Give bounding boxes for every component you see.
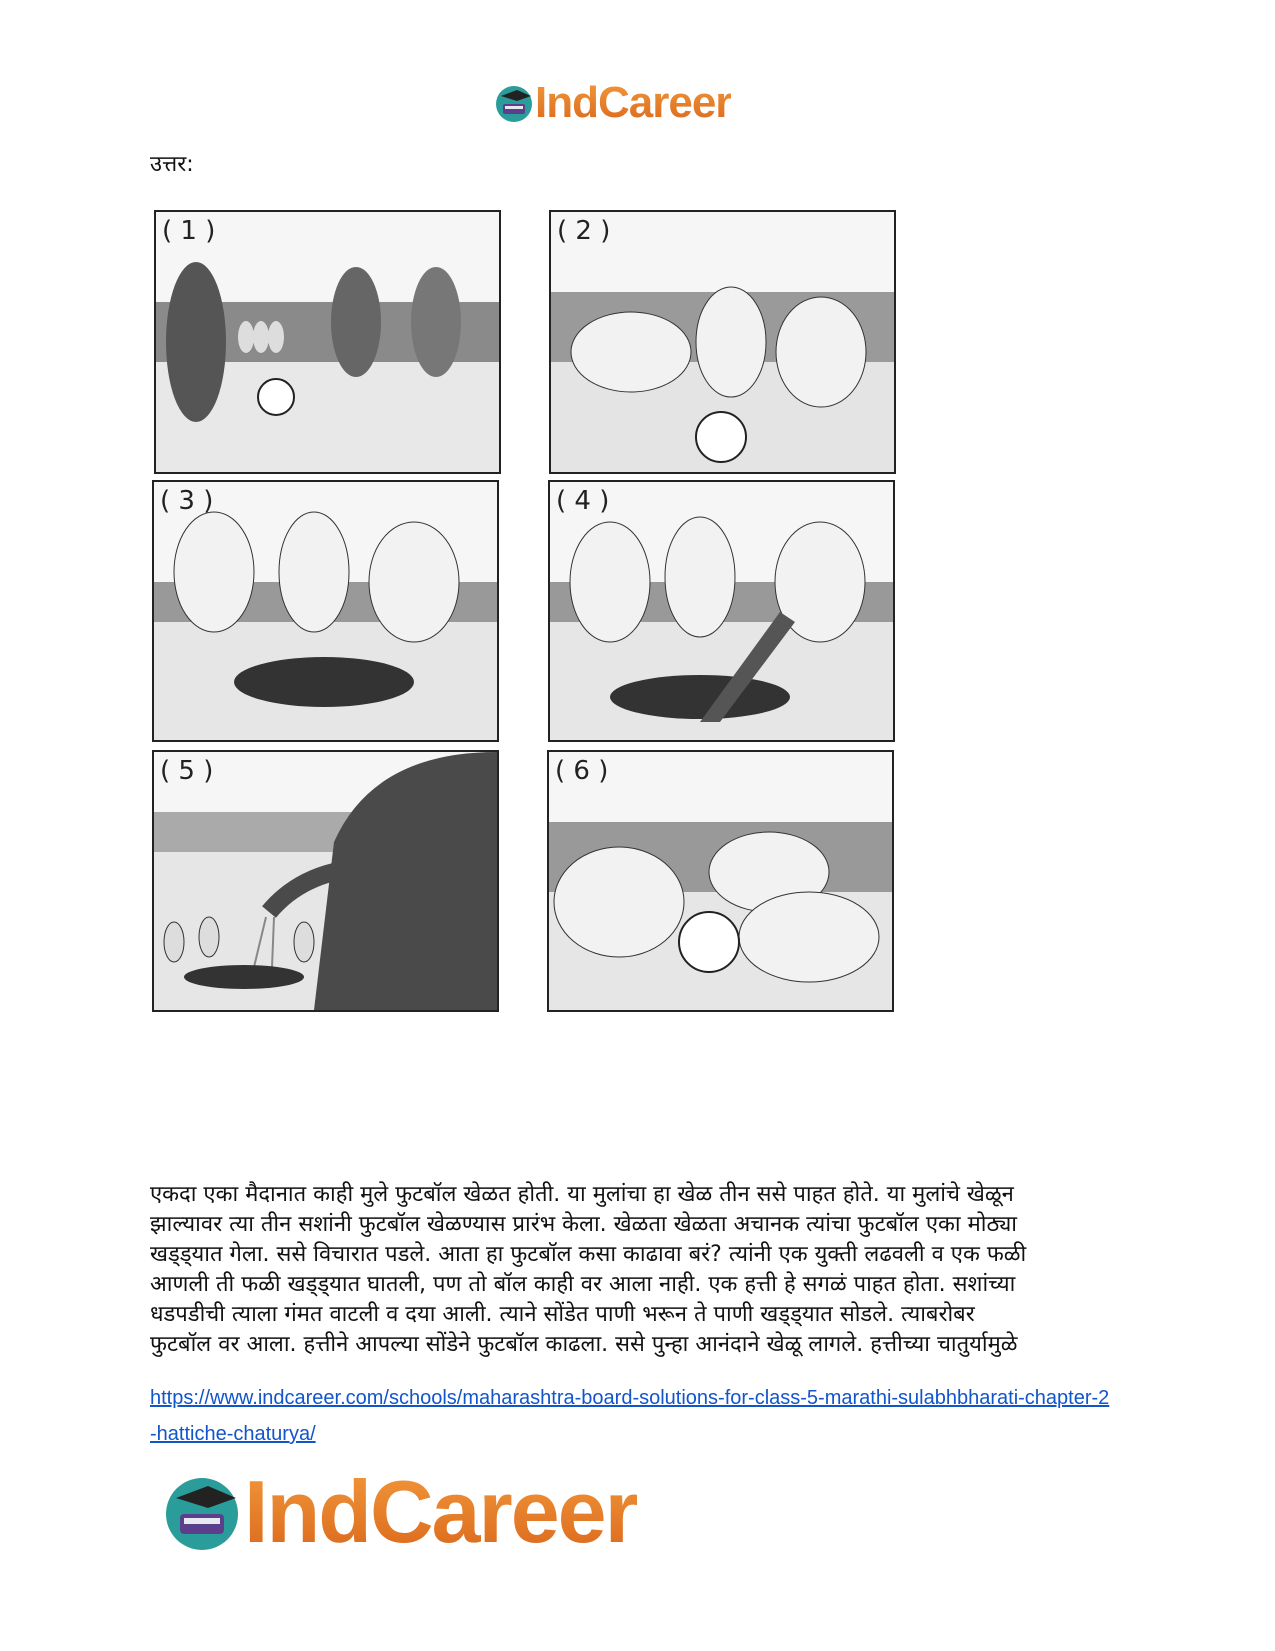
story-line: एकदा एका मैदानात काही मुले फुटबॉल खेळत होती. या मुलांचा हा खेळ तीन ससे पाहत होते. या मुलांचे खेळून <box>150 1182 1014 1207</box>
panel-number: ( 2 ) <box>557 216 611 246</box>
indcareer-logo-bottom <box>160 1462 637 1562</box>
panel-1 <box>154 210 501 474</box>
rabbits-pit-illustration <box>154 482 497 740</box>
picture-story-panels <box>152 210 952 1090</box>
panel-number: ( 6 ) <box>555 756 609 786</box>
panel-3 <box>152 480 499 742</box>
panel-number: ( 1 ) <box>162 216 216 246</box>
graduation-book-icon <box>160 1470 244 1554</box>
story-line: धडपडीची त्याला गंमत वाटली व दया आली. त्याने सोंडेत पाणी भरून ते पाणी खड्ड्यात सोडले. त्याबरोबर <box>150 1302 975 1327</box>
answer-label: उत्तर: <box>150 152 194 177</box>
rabbits-football-illustration <box>551 212 894 472</box>
elephant-water-illustration <box>154 752 497 1010</box>
panel-number: ( 4 ) <box>556 486 610 516</box>
source-link[interactable]: https://www.indcareer.com/schools/maharashtra-board-solutions-for-class-5-marathi-sulabhbharati-chapter-2-hattiche-chaturya/ <box>150 1387 1110 1445</box>
story-line: फुटबॉल वर आला. हत्तीने आपल्या सोंडेने फुटबॉल काढला. ससे पुन्हा आनंदाने खेळू लागले. हत्तीच्या चातुर्यामुळे <box>150 1332 1018 1357</box>
story-line: झाल्यावर त्या तीन सशांनी फुटबॉल खेळण्यास प्रारंभ केला. खेळता खेळता अचानक त्यांचा फुटबॉल एका मोठ्या <box>150 1212 1017 1237</box>
logo-wordmark: IndCareer <box>535 78 732 127</box>
panel-4 <box>548 480 895 742</box>
indcareer-logo-top <box>493 78 731 128</box>
panel-2 <box>549 210 896 474</box>
panel-number: ( 5 ) <box>160 756 214 786</box>
story-line: आणली ती फळी खड्ड्यात घातली, पण तो बॉल काही वर आला नाही. एक हत्ती हे सगळं पाहत होता. सशांच्या <box>150 1272 1016 1297</box>
story-line: खड्ड्यात गेला. ससे विचारात पडले. आता हा फुटबॉल कसा काढावा बरं? त्यांनी एक युक्ती लढवली व एक फळी <box>150 1242 1027 1267</box>
rabbits-plank-illustration <box>550 482 893 740</box>
panel-6 <box>547 750 894 1012</box>
rabbits-play-again-illustration <box>549 752 892 1010</box>
logo-wordmark: IndCareer <box>244 1462 637 1561</box>
panel-5 <box>152 750 499 1012</box>
panel-number: ( 3 ) <box>160 486 214 516</box>
story-paragraph <box>150 1180 1110 1360</box>
children-football-illustration <box>156 212 499 472</box>
graduation-book-icon <box>493 82 535 124</box>
